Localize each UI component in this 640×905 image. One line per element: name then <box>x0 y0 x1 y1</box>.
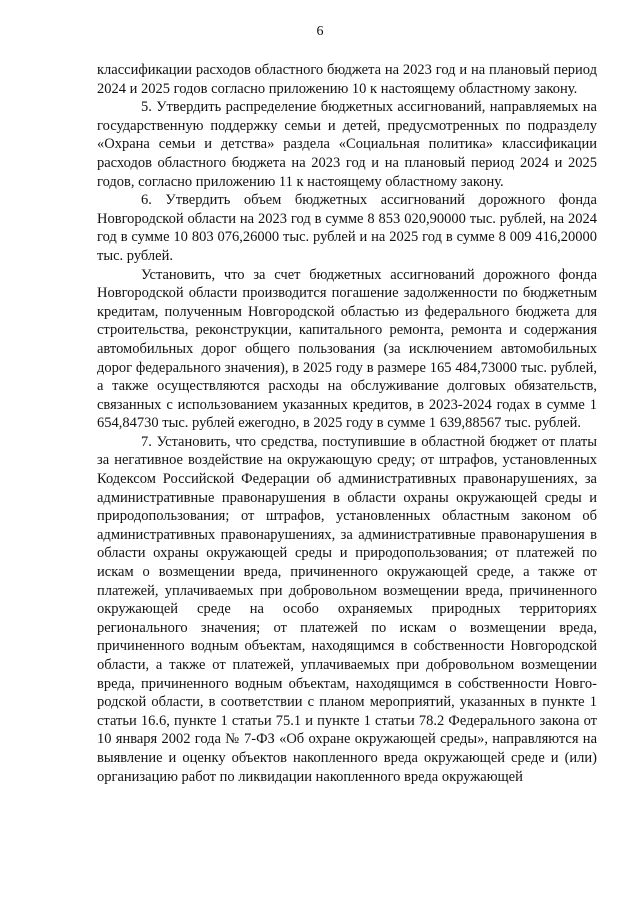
paragraph-road-fund: Установить, что за счет бюджетных ассигнований дорожного фонда Новгородской области производится погашение задолженности по бюджетным кредитам, полученным Новгородской областью из федерального бюджета для строительства, реконструкции, капитального ремонта, ремонта и содержания автомобильных дорог общего пользования (за исключением автомобильных дорог федерального значения), в 2025 году в размере 165 484,73000 тыс. рублей, а также осуществляются расходы на обслуживание долговых обязательств, связанных с использованием указанных кредитов, в 2023-2024 годах в сумме 1 654,84730 тыс. рублей ежегодно, в 2025 году в сумме 1 639,88567 тыс. рублей. <box>97 266 597 432</box>
paragraph-item-6: 6. Утвердить объем бюджетных ассигнований дорожного фонда Новгородской области на 2023 год в сумме 8 853 020,90000 тыс. рублей, на 2024 год в сумме 10 803 076,26000 тыс. рублей и на 2025 год в сумме 8 009 416,20000 тыс. рублей. <box>97 192 597 264</box>
page-number: 6 <box>316 24 324 39</box>
paragraph-continuation: классификации расходов областного бюджета на 2023 год и на плановый период 2024 и 2025 годов согласно приложению 10 к настоящему областному закону. <box>97 62 597 97</box>
paragraph-item-7: 7. Установить, что средства, поступившие в областной бюджет от платы за негативное воздействие на окружающую среду; от штрафов, установленных Кодексом Российской Федерации об административных правонарушениях, за административные правонарушения в области охраны окружающей среды и природопользования; от штрафов, установленных областным законом об административных правонарушениях, за административные правонарушения в области охраны окружающей среды и природопользования; от платежей по искам о возмещении вреда, причиненного окружающей среде, а также от платежей, уплачиваемых при добровольном возмещении вреда, причиненного окружающей среде на особо охраняемых природных территориях регионального значения; от платежей по искам о возмещении вреда, причиненного водным объектам, находящимся в собственности Новгородской области, а также от платежей, уплачиваемых при добровольном возмещении вреда, причиненного водным объектам, находящимся в собственности Новгородской области, в соответствии с планом мероприятий, указанных в пункте 1 статьи 16.6, пункте 1 статьи 75.1 и пункте 1 статьи 78.2 Федерального закона от 10 января 2002 года № 7-ФЗ «Об охране окружающей среды», направляются на выявление и оценку объектов накопленного вреда окружающей среде и (или) организацию работ по ликвидации накопленного вреда окружающей <box>97 433 597 785</box>
document-body <box>97 61 597 786</box>
paragraph-item-5: 5. Утвердить распределение бюджетных ассигнований, направляемых на государственную поддержку семьи и детей, предусмотренных по подразделу «Охрана семьи и детства» раздела «Социальная политика» классификации расходов областного бюджета на 2023 год и на плановый период 2024 и 2025 годов, согласно приложению 11 к настоящему областному закону. <box>97 99 597 190</box>
